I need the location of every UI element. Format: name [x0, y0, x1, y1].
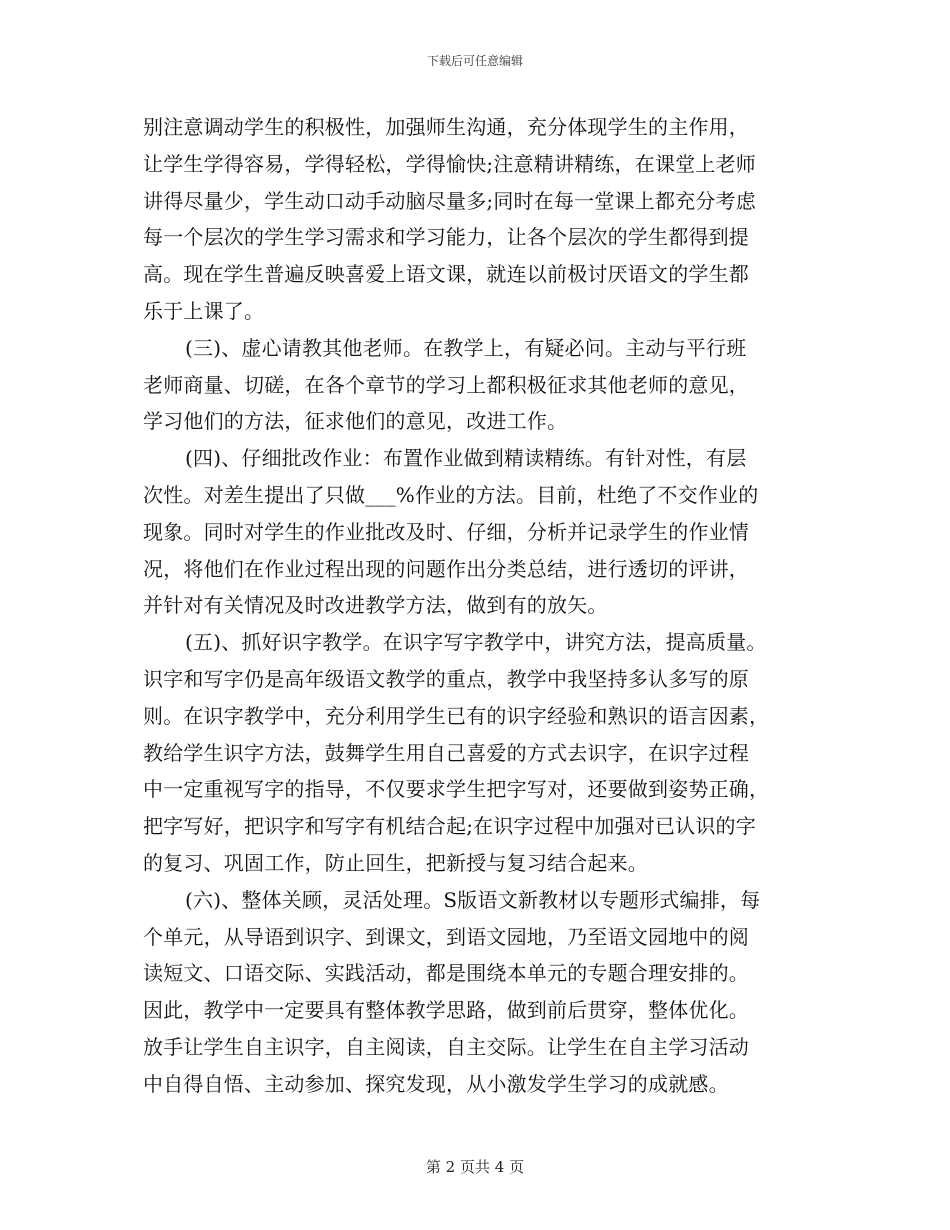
text-line: 老师商量、切磋，在各个章节的学习上都积极征求其他老师的意见，	[143, 372, 749, 397]
paragraph-start-line: (五)、抓好识字教学。在识字写字教学中，讲究方法，提高质量。	[185, 630, 767, 655]
page-footer: 第 2 页共 4 页	[425, 1158, 525, 1176]
text-line: 中一定重视写字的指导，不仅要求学生把字写对，还要做到姿势正确，	[143, 777, 770, 802]
text-line: 并针对有关情况及时改进教学方法，做到有的放矢。	[143, 593, 608, 618]
document-body	[143, 109, 813, 1103]
text-line: 把字写好，把识字和写字有机结合起;在识字过程中加强对已认识的字	[143, 814, 756, 839]
text-line: 每一个层次的学生学习需求和学习能力，让各个层次的学生都得到提	[143, 225, 749, 250]
text-line: 讲得尽量少，学生动口动手动脑尽量多;同时在每一堂课上都充分考虑	[143, 188, 756, 213]
paragraph-start-line: (四)、仔细批改作业：布置作业做到精读精练。有针对性，有层	[185, 446, 747, 471]
text-line: 让学生学得容易，学得轻松，学得愉快;注意精讲精练，在课堂上老师	[143, 151, 756, 176]
text-line: 读短文、口语交际、实践活动，都是围绕本单元的专题合理安排的。	[143, 961, 749, 986]
text-line: 次性。对差生提出了只做___%作业的方法。目前，杜绝了不交作业的	[143, 482, 759, 507]
text-line: 高。现在学生普遍反映喜爱上语文课，就连以前极讨厌语文的学生都	[143, 262, 749, 287]
paragraph-start-line: (三)、虚心请教其他老师。在教学上，有疑必问。主动与平行班	[185, 335, 747, 360]
text-line: 教给学生识字方法，鼓舞学生用自己喜爱的方式去识字，在识字过程	[143, 740, 749, 765]
text-line: 中自得自悟、主动参加、探究发现，从小激发学生学习的成就感。	[143, 1071, 729, 1096]
text-line: 识字和写字仍是高年级语文教学的重点，教学中我坚持多认多写的原	[143, 666, 749, 691]
text-line: 放手让学生自主识字，自主阅读，自主交际。让学生在自主学习活动	[143, 1034, 749, 1059]
paragraph-start-line: (六)、整体关顾，灵活处理。S版语文新教材以专题形式编排，每	[185, 887, 761, 912]
text-line: 因此，教学中一定要具有整体教学思路，做到前后贯穿，整体优化。	[143, 998, 749, 1023]
page-header: 下载后可任意编辑	[426, 54, 523, 68]
text-line: 现象。同时对学生的作业批改及时、仔细，分析并记录学生的作业情	[143, 519, 749, 544]
text-line: 乐于上课了。	[143, 298, 265, 323]
text-line: 别注意调动学生的积极性，加强师生沟通，充分体现学生的主作用，	[143, 115, 749, 139]
text-line: 况，将他们在作业过程出现的问题作出分类总结，进行透切的评讲，	[143, 556, 749, 581]
text-line: 学习他们的方法，征求他们的意见，改进工作。	[143, 409, 568, 434]
text-line: 的复习、巩固工作，防止回生，把新授与复习结合起来。	[143, 850, 648, 875]
text-line: 个单元，从导语到识字、到课文，到语文园地，乃至语文园地中的阅	[143, 924, 749, 949]
text-line: 则。在识字教学中，充分利用学生已有的识字经验和熟识的语言因素，	[143, 703, 770, 728]
